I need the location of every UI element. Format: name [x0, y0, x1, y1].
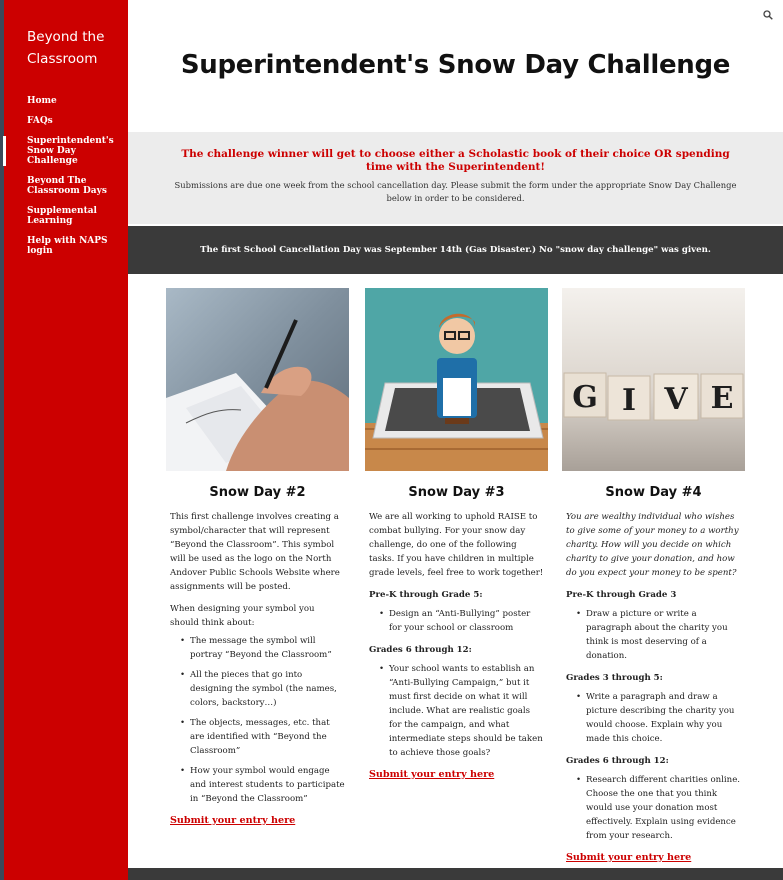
bullet-list: [576, 773, 741, 843]
grade-label: Grades 3 through 5:: [566, 673, 663, 683]
grade-label: Grades 6 through 12:: [566, 756, 669, 766]
block-letter-e: E: [710, 381, 734, 416]
card-intro: We are all working to uphold RAISE to combat bullying. For your snow day challenge, do one of the following tasks. If you have children in multiple grade levels, feel free to work together!: [369, 512, 544, 578]
main-content: [128, 0, 783, 880]
notice-bar: [128, 226, 783, 274]
card-intro-italic: You are wealthy individual who wishes to give some of your money to a worthy charity. How will you decide on which charity to give your donation, and how do you expect your money to be spent?: [566, 512, 739, 578]
grade-label: Pre-K through Grade 3: [566, 590, 677, 600]
give-blocks-image: [562, 288, 745, 471]
submit-entry-link[interactable]: Submit your entry here: [566, 852, 692, 863]
bullet-list: [379, 662, 544, 760]
nav-item-faqs[interactable]: FAQs: [27, 116, 53, 126]
grade-label: Pre-K through Grade 5:: [369, 590, 483, 600]
list-item: • All the pieces that go into designing the symbol (the names, colors, backstory…): [180, 668, 345, 710]
grade-label: Grades 6 through 12:: [369, 645, 472, 655]
card-title: Snow Day #4: [605, 485, 702, 500]
list-item: • Your school wants to establish an “Anti-Bullying Campaign,” but it must first decide on what it will include. What are realistic goals for the campaign, and what intermediate steps should be taken to achieve those goals?: [379, 662, 544, 760]
notice-text: The first School Cancellation Day was September 14th (Gas Disaster.) No "snow day challenge" was given.: [200, 245, 711, 255]
block-letter-g: G: [572, 380, 598, 415]
site-title[interactable]: Beyond the Classroom: [27, 29, 105, 67]
nav-item-snow-day-challenge[interactable]: Superintendent's Snow Day Challenge: [0, 136, 128, 166]
card-lead: When designing your symbol you should think about:: [170, 604, 315, 628]
card-title: Snow Day #2: [209, 485, 306, 500]
block-letter-v: V: [664, 382, 688, 417]
search-icon[interactable]: [763, 10, 773, 20]
challenge-card: [166, 288, 349, 828]
banner-subtext: Submissions are due one week from the school cancellation day. Please submit the form under the appropriate Snow Day Challenge below in order to be considered.: [174, 180, 737, 203]
banner-headline: The challenge winner will get to choose either a Scholastic book of their choice OR spending time with the Superintendent!: [181, 148, 730, 173]
card-body: [562, 510, 745, 865]
list-item: • The objects, messages, etc. that are identified with “Beyond the Classroom”: [180, 716, 345, 758]
list-item: • Research different charities online. Choose the one that you think would use your donation most effectively. Explain using evidence from your research.: [576, 773, 741, 843]
footer-strip: [128, 868, 783, 880]
list-item: • How your symbol would engage and interest students to participate in “Beyond the Classroom”: [180, 764, 345, 806]
nav-item-home[interactable]: Home: [27, 96, 57, 106]
drawing-hand-image: [166, 288, 349, 471]
bullet-list: [576, 607, 741, 663]
block-letter-i: I: [621, 383, 637, 418]
list-item: • Write a paragraph and draw a picture describing the charity you would choose. Explain why you made this choice.: [576, 690, 741, 746]
submit-entry-link[interactable]: Submit your entry here: [170, 815, 296, 826]
list-item: • Design an “Anti-Bullying” poster for your school or classroom: [379, 607, 544, 635]
nav-item-beyond-days[interactable]: Beyond The Classroom Days: [27, 176, 107, 196]
card-title: Snow Day #3: [408, 485, 505, 500]
nav-list: [0, 96, 128, 266]
page-title: Superintendent's Snow Day Challenge: [180, 50, 731, 80]
bullet-list: [576, 690, 741, 746]
card-intro: This first challenge involves creating a symbol/character that will represent “Beyond the Classroom”. This symbol will be used as the logo on the North Andover Public Schools Website where assignments will be posted.: [170, 512, 340, 592]
bullet-list: [180, 634, 345, 806]
sidebar: [0, 0, 128, 880]
tablet-character-image: [365, 288, 548, 471]
bullet-list: [379, 607, 544, 635]
nav-item-naps-login[interactable]: Help with NAPS login: [27, 236, 108, 256]
list-item: • Draw a picture or write a paragraph about the charity you think is most deserving of a donation.: [576, 607, 741, 663]
challenge-card: [365, 288, 548, 782]
prize-banner: [128, 132, 783, 224]
nav-item-supplemental[interactable]: Supplemental Learning: [27, 206, 97, 226]
list-item: • The message the symbol will portray “Beyond the Classroom”: [180, 634, 345, 662]
card-body: [166, 510, 349, 828]
submit-entry-link[interactable]: Submit your entry here: [369, 769, 495, 780]
card-intro: [566, 510, 741, 580]
card-body: [365, 510, 548, 782]
challenge-card: [562, 288, 745, 865]
